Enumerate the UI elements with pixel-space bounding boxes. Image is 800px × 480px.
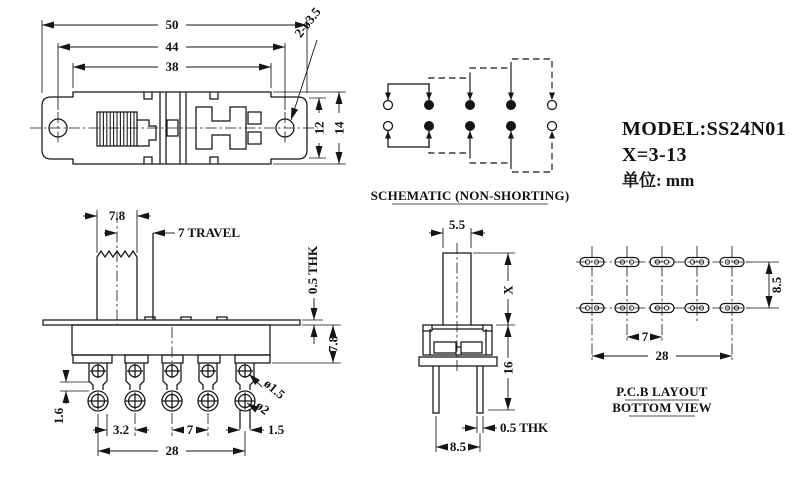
- top-view-centerlines: [30, 112, 318, 144]
- pcb-title-line1: P.C.B LAYOUT: [616, 384, 708, 399]
- pcb-layout: [576, 246, 784, 416]
- front-base-blocks: [73, 355, 270, 363]
- contact-filled: [506, 100, 516, 110]
- dim-waist: 1.6: [51, 407, 66, 425]
- dim-body-height: 7.8: [325, 335, 341, 353]
- contact-filled: [465, 121, 475, 131]
- side-view: [419, 217, 549, 454]
- terminals: [88, 363, 255, 429]
- schematic-title: SCHEMATIC (NON-SHORTING): [370, 188, 570, 203]
- schematic-position-dashed: [429, 59, 552, 172]
- top-view-mechanism: [137, 92, 261, 164]
- schematic-arrowheads: [385, 93, 555, 139]
- dim-row-pitch: 8.5: [769, 276, 784, 294]
- dim-pin-span: 8.5: [449, 439, 467, 454]
- contact-open: [384, 122, 393, 131]
- side-base: [419, 357, 497, 366]
- front-view: [43, 208, 341, 458]
- dim-pin-width: 1.5: [267, 422, 285, 437]
- dim-mid-width: 38: [165, 59, 179, 74]
- front-body: [72, 325, 270, 355]
- contact-open: [384, 101, 393, 110]
- model-number: MODEL:SS24N01: [622, 118, 787, 140]
- dim-knob-width: 7.8: [108, 208, 126, 223]
- x-range: X=3-13: [622, 144, 687, 166]
- dim-mounting-holes: 2-ø3.5: [291, 4, 324, 41]
- contact-open: [548, 122, 557, 131]
- contact-filled: [424, 121, 434, 131]
- side-pins: [433, 366, 483, 413]
- dim-hole-spacing: 44: [165, 39, 179, 54]
- unit-label: 单位: mm: [622, 171, 695, 190]
- contact-filled: [506, 121, 516, 131]
- schematic-view: [371, 59, 570, 204]
- slider-knob-knurl: [97, 112, 137, 146]
- side-body: [423, 325, 492, 355]
- front-extension-lines: [60, 210, 341, 456]
- dim-pin-thickness: 0.5 THK: [500, 420, 549, 435]
- dim-knob-width-side: 5.5: [448, 217, 466, 232]
- pcb-title-line2: BOTTOM VIEW: [612, 400, 712, 415]
- contact-open: [548, 101, 557, 110]
- dim-flange-thickness: 0.5 THK: [305, 245, 320, 295]
- dim-knob-height: X: [500, 285, 516, 295]
- contact-filled: [424, 100, 434, 110]
- front-flange: [43, 317, 300, 325]
- contact-filled: [465, 100, 475, 110]
- dim-pitch: 7: [186, 422, 194, 437]
- dim-mid-height: 14: [331, 121, 347, 135]
- front-view-dimensions: [51, 208, 341, 458]
- dim-travel: 7 TRAVEL: [178, 225, 241, 240]
- top-view: [30, 4, 347, 164]
- dim-col-pitch: 7: [641, 329, 649, 344]
- schematic-position-solid: [388, 84, 429, 147]
- dim-body-height-side: 16: [500, 361, 516, 375]
- title-block: [622, 118, 786, 190]
- terminal-pin-edges: [240, 410, 250, 429]
- side-extension-lines: [436, 228, 515, 452]
- dim-hole-small: ø1.5: [261, 375, 289, 402]
- dim-gap: 3.2: [112, 422, 130, 437]
- dim-plate-height: 12: [311, 121, 327, 135]
- dim-hole-big: ø2: [253, 397, 273, 418]
- dim-pcb-span: 28: [655, 348, 669, 363]
- dim-span: 28: [165, 443, 179, 458]
- dim-overall-width: 50: [165, 17, 179, 32]
- schematic-contacts: [384, 100, 557, 131]
- top-view-dimensions: [42, 4, 347, 164]
